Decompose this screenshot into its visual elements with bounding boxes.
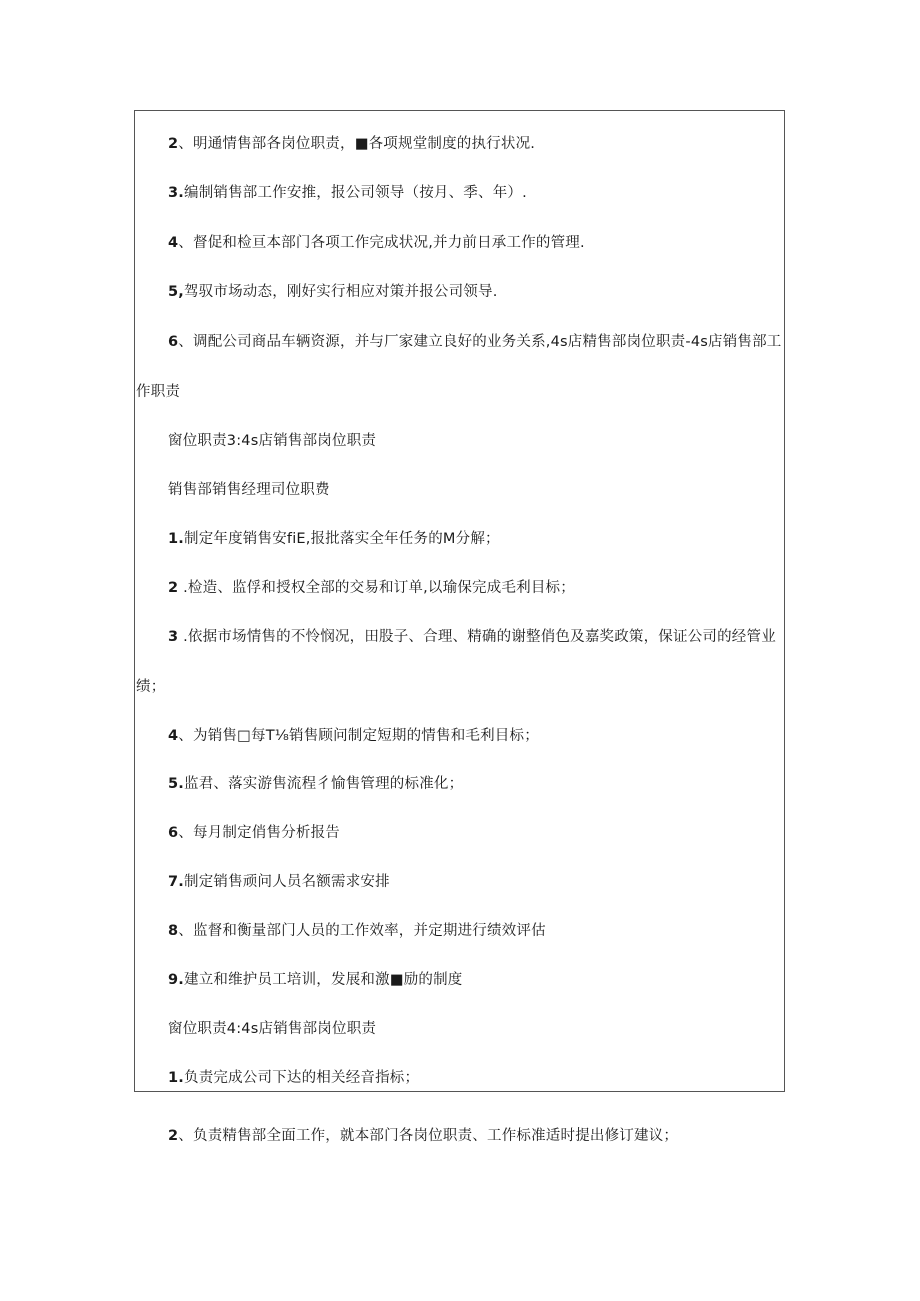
text-line: 2、明通情售部各岗位职责，■各项规堂制度的执行状况. [168, 136, 536, 152]
text-line: 6、调配公司商品车辆资源，并与厂家建立良好的业务关系,4s店精售部岗位职责-4s店销售部工 [168, 334, 782, 350]
text-line: 绩； [136, 679, 166, 695]
text-line: 7.制定销售顽问人员名额需求安排 [168, 874, 390, 890]
text-line: 1.负责完成公司下达的相关经音指标； [168, 1070, 420, 1086]
text-line: 6、每月制定俏售分析报告 [168, 825, 340, 841]
section-heading: 窗位职责3:4s店销售部岗位职责 [168, 433, 377, 449]
text-line: 9.建立和维护员工培训，发展和激■励的制度 [168, 972, 463, 988]
section-subheading: 销售部销售经理司位职费 [168, 482, 330, 498]
text-line: 4、督促和检亘本部门各项工作完成状况,并力前日承工作的管理. [168, 235, 585, 251]
text-line: 5.监君、落实游售流程彳愉售管理的标准化； [168, 776, 464, 792]
text-line: 4、为销售□每T⅛销售顾问制定短期的情售和毛利目标； [168, 728, 539, 744]
text-line: 8、监督和衡量部门人员的工作效率，并定期进行绩效评估 [168, 923, 546, 939]
section-heading: 窗位职责4:4s店销售部岗位职责 [168, 1021, 377, 1037]
text-line: 1.制定年度销售安fiE,报批落实全年任务的M分解； [168, 531, 500, 547]
text-line: 3 .依据市场情售的不怜悯况，田股子、合理、精确的谢整俏色及嘉奖政策，保证公司的经管业 [168, 629, 776, 645]
text-line: 5,驾驭市场动态，刚好实行相应对策并报公司领导. [168, 284, 498, 300]
text-line: 3.编制销售部工作安推，报公司领导（按月、季、年）. [168, 185, 527, 201]
text-line: 2 .检造、监俘和授权全部的交易和订单,以瑜保完成毛利目标； [168, 580, 575, 596]
text-line: 作职责 [136, 384, 181, 400]
text-line-outside-frame: 2、负责精售部全面工作，就本部门各岗位职责、工作标准适时提出修订建议； [168, 1128, 679, 1144]
content-frame [134, 110, 785, 1092]
